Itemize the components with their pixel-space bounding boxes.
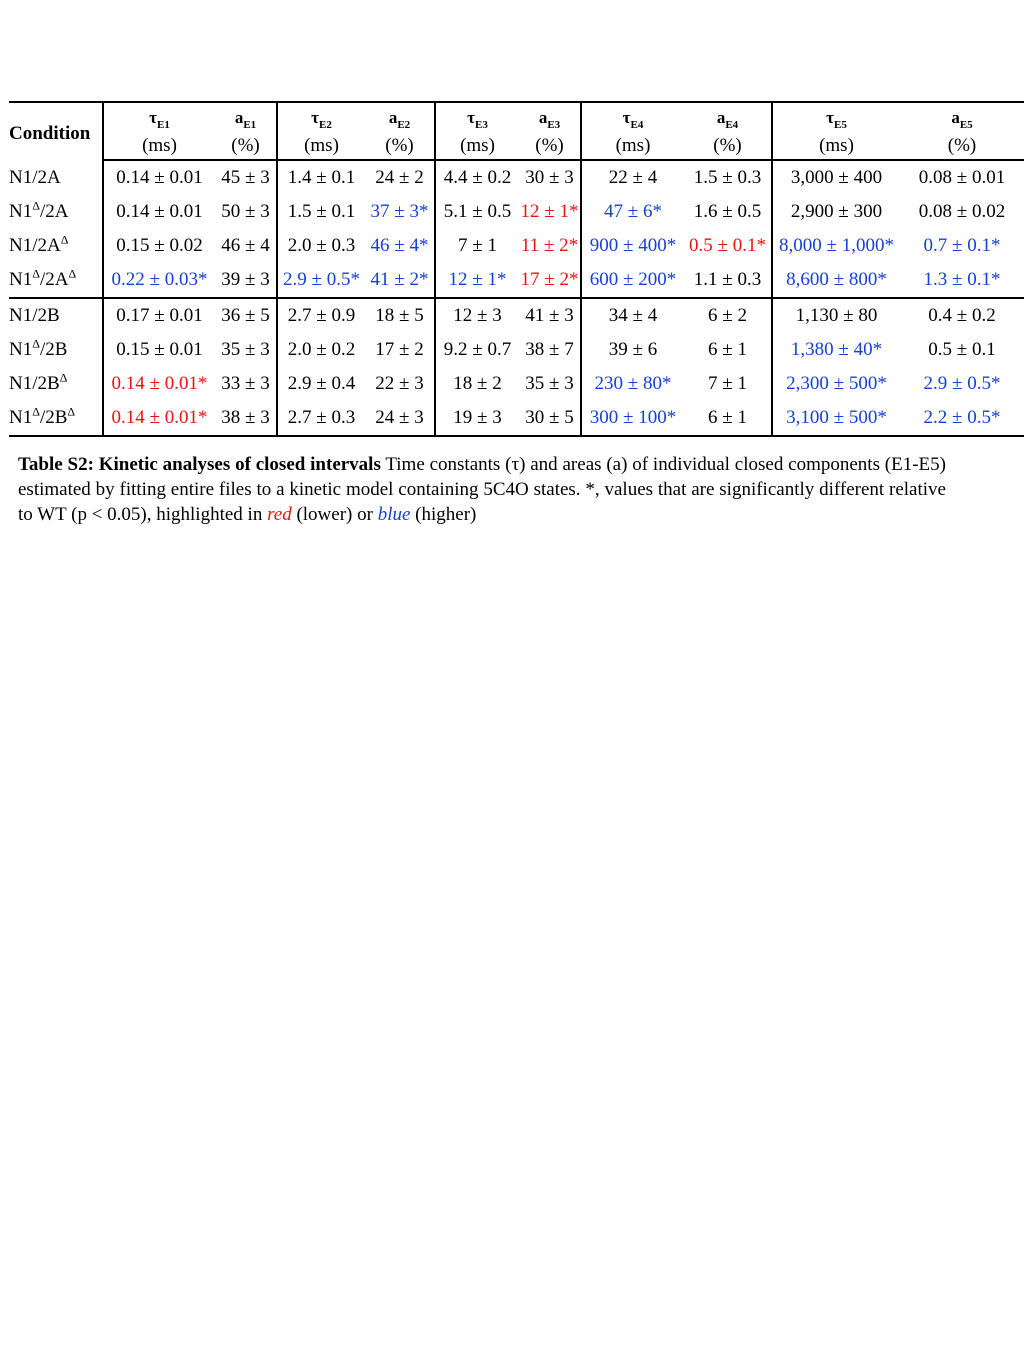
- value-cell: 30 ± 3: [525, 167, 574, 188]
- caption-title: Table S2: Kinetic analyses of closed intervals: [18, 454, 381, 475]
- condition-subunit-1: N1: [9, 339, 33, 360]
- caption-red-word: red: [267, 504, 292, 525]
- value-cell: 41 ± 2*: [365, 263, 435, 298]
- value-cell: 17 ± 2: [375, 339, 424, 360]
- value-cell: 0.17 ± 0.01: [103, 298, 215, 333]
- column-symbol: τ: [467, 107, 475, 127]
- value-cell: 2,300 ± 500*: [772, 367, 900, 401]
- column-symbol: τ: [622, 107, 631, 127]
- value-cell: 2.9 ± 0.5*: [277, 263, 365, 298]
- value-cell: 38 ± 3: [215, 401, 277, 436]
- caption-text-1: Time constants (τ) and areas (a) of individual closed components (E1-E5) estimated by fitting entire files to a kinetic model containing 5C4O states. *, values that are significantly different relative to WT (p < 0.05), highlighted in: [18, 454, 946, 525]
- value-cell: 18 ± 2: [435, 367, 519, 401]
- value-cell: 2,900 ± 300: [772, 195, 900, 229]
- condition-cell: [9, 195, 103, 229]
- value-cell: 34 ± 4: [581, 298, 684, 333]
- value-cell: 2.0 ± 0.3: [277, 229, 365, 263]
- value-cell: 5.1 ± 0.5: [435, 195, 519, 229]
- condition-cell: [9, 160, 103, 195]
- column-symbol: τ: [149, 107, 157, 127]
- value-cell: 2.7 ± 0.3: [277, 401, 365, 436]
- value-cell: 1.6 ± 0.5: [693, 201, 762, 222]
- value-cell: 12 ± 1*: [435, 263, 519, 298]
- table-caption: [18, 452, 946, 527]
- table-row: [9, 298, 1024, 333]
- caption-text-2: (lower) or: [291, 504, 378, 525]
- value-cell: 47 ± 6*: [581, 195, 684, 229]
- value-cell: 45 ± 3: [221, 167, 270, 188]
- value-cell: 7 ± 1: [435, 229, 519, 263]
- condition-cell: [9, 401, 103, 436]
- value-cell: 0.5 ± 0.1: [928, 339, 996, 360]
- condition-cell: [9, 298, 103, 333]
- value-cell: 41 ± 3: [525, 305, 574, 326]
- column-header-unit: (%): [215, 135, 277, 160]
- caption-blue-word: blue: [377, 504, 411, 525]
- value-cell: 300 ± 100*: [581, 401, 684, 436]
- deletion-marker: Δ: [68, 266, 77, 281]
- deletion-marker: Δ: [32, 336, 40, 351]
- value-cell: 600 ± 200*: [581, 263, 684, 298]
- value-cell: 0.4 ± 0.2: [928, 305, 996, 326]
- value-cell: 0.15 ± 0.01: [103, 333, 215, 367]
- value-cell: 11 ± 2*: [520, 235, 579, 256]
- table-row: [9, 195, 1024, 229]
- table-row: [9, 401, 1024, 436]
- deletion-marker: Δ: [32, 266, 40, 281]
- condition-cell: [9, 333, 103, 367]
- condition-subunit-1: N1: [9, 235, 33, 256]
- value-cell: 2.9 ± 0.4: [277, 367, 365, 401]
- value-cell: 18 ± 5: [375, 305, 424, 326]
- condition-subunit-2: /2B: [32, 373, 60, 394]
- value-cell: 230 ± 80*: [581, 367, 684, 401]
- condition-header: Condition: [9, 102, 103, 160]
- value-cell: 0.14 ± 0.01: [103, 195, 215, 229]
- value-cell: 2.0 ± 0.2: [277, 333, 365, 367]
- value-cell: 3,100 ± 500*: [772, 401, 900, 436]
- condition-subunit-2: /2B: [32, 305, 60, 326]
- value-cell: 7 ± 1: [708, 373, 747, 394]
- column-header-symbol: [519, 102, 581, 135]
- value-cell: 30 ± 5: [519, 401, 581, 436]
- value-cell: 1.5 ± 0.3: [693, 167, 762, 188]
- value-cell: 39 ± 6: [581, 333, 684, 367]
- value-cell: 12 ± 3: [435, 298, 519, 333]
- column-header-unit: (ms): [581, 135, 684, 160]
- condition-cell: [9, 229, 103, 263]
- column-subscript: E3: [547, 118, 561, 131]
- value-cell: 35 ± 3: [221, 339, 270, 360]
- value-cell: 0.22 ± 0.03*: [103, 263, 215, 298]
- value-cell: 0.08 ± 0.01: [918, 167, 1006, 188]
- column-subscript: E4: [725, 118, 739, 131]
- column-header-unit: (ms): [103, 135, 215, 160]
- value-cell: 4.4 ± 0.2: [435, 160, 519, 195]
- value-cell: 24 ± 2: [375, 167, 424, 188]
- column-subscript: E2: [319, 118, 332, 131]
- value-cell: 6 ± 2: [708, 305, 747, 326]
- value-cell: 8,600 ± 800*: [772, 263, 900, 298]
- header-row-symbols: [9, 102, 1024, 135]
- condition-subunit-2: /2A: [39, 201, 69, 222]
- column-header-unit: (%): [900, 135, 1024, 160]
- column-subscript: E4: [630, 118, 644, 131]
- value-cell: 0.14 ± 0.01: [103, 160, 215, 195]
- column-symbol: a: [538, 107, 548, 127]
- value-cell: 9.2 ± 0.7: [435, 333, 519, 367]
- value-cell: 0.14 ± 0.01*: [103, 367, 215, 401]
- deletion-marker: Δ: [60, 232, 69, 247]
- column-header-unit: (ms): [277, 135, 365, 160]
- value-cell: 17 ± 2*: [519, 263, 581, 298]
- value-cell: 1.5 ± 0.1: [277, 195, 365, 229]
- value-cell: 22 ± 4: [581, 160, 684, 195]
- value-cell: 0.14 ± 0.01*: [103, 401, 215, 436]
- value-cell: 0.7 ± 0.1*: [923, 235, 1001, 256]
- column-header-symbol: [581, 102, 684, 135]
- value-cell: 46 ± 4*: [370, 235, 429, 256]
- value-cell: 1.1 ± 0.3: [684, 263, 772, 298]
- condition-subunit-2: /2B: [39, 339, 68, 360]
- column-header-symbol: [215, 102, 277, 135]
- value-cell: 6 ± 1: [684, 401, 772, 436]
- value-cell: 1.4 ± 0.1: [277, 160, 365, 195]
- value-cell: 1,130 ± 80: [772, 298, 900, 333]
- column-header-symbol: [772, 102, 900, 135]
- value-cell: 19 ± 3: [435, 401, 519, 436]
- column-symbol: τ: [826, 107, 834, 127]
- value-cell: 12 ± 1*: [520, 201, 579, 222]
- value-cell: 46 ± 4: [221, 235, 270, 256]
- value-cell: 36 ± 5: [221, 305, 270, 326]
- column-symbol: τ: [311, 107, 319, 127]
- condition-subunit-2: /2B: [39, 407, 68, 428]
- condition-cell: [9, 263, 103, 298]
- condition-subunit-1: N1: [9, 269, 33, 290]
- value-cell: 900 ± 400*: [581, 229, 684, 263]
- value-cell: 0.15 ± 0.02: [103, 229, 215, 263]
- column-subscript: E3: [475, 118, 488, 131]
- value-cell: 3,000 ± 400: [772, 160, 900, 195]
- column-subscript: E5: [959, 118, 973, 131]
- column-header-unit: (%): [684, 135, 772, 160]
- condition-subunit-1: N1: [9, 166, 33, 188]
- column-subscript: E1: [243, 118, 257, 131]
- column-subscript: E1: [157, 118, 170, 131]
- value-cell: 2.9 ± 0.5*: [923, 373, 1001, 394]
- column-symbol: a: [951, 107, 960, 127]
- value-cell: 24 ± 3: [365, 401, 435, 436]
- column-header-symbol: [900, 102, 1024, 135]
- column-header-unit: (ms): [435, 135, 519, 160]
- table-row: [9, 263, 1024, 298]
- value-cell: 37 ± 3*: [370, 201, 429, 222]
- deletion-marker: Δ: [32, 198, 40, 213]
- condition-subunit-2: /2A: [39, 269, 69, 290]
- caption-text-3: (higher): [410, 504, 477, 525]
- column-symbol: a: [234, 107, 244, 127]
- value-cell: 2.2 ± 0.5*: [900, 401, 1024, 436]
- table-row: [9, 229, 1024, 263]
- value-cell: 22 ± 3: [375, 373, 424, 394]
- condition-subunit-1: N1: [9, 407, 33, 428]
- column-header-symbol: [277, 102, 365, 135]
- table-body: [9, 160, 1024, 436]
- condition-subunit-2: /2A: [32, 235, 61, 256]
- value-cell: 1.3 ± 0.1*: [900, 263, 1024, 298]
- value-cell: 50 ± 3: [221, 201, 270, 222]
- value-cell: 35 ± 3: [525, 373, 574, 394]
- table-row: [9, 367, 1024, 401]
- column-header-symbol: [684, 102, 772, 135]
- condition-subunit-1: N1: [9, 305, 33, 326]
- value-cell: 2.7 ± 0.9: [277, 298, 365, 333]
- value-cell: 39 ± 3: [215, 263, 277, 298]
- table-row: [9, 333, 1024, 367]
- condition-cell: [9, 367, 103, 401]
- column-header-symbol: [435, 102, 519, 135]
- deletion-marker: Δ: [59, 370, 68, 385]
- column-subscript: E2: [397, 118, 411, 131]
- value-cell: 0.08 ± 0.02: [918, 201, 1006, 222]
- header-row-units: [9, 135, 1024, 160]
- value-cell: 0.5 ± 0.1*: [689, 235, 766, 256]
- column-header-symbol: [103, 102, 215, 135]
- condition-subunit-1: N1: [9, 373, 33, 394]
- value-cell: 33 ± 3: [221, 373, 270, 394]
- condition-subunit-1: N1: [9, 201, 33, 222]
- value-cell: 1,380 ± 40*: [772, 333, 900, 367]
- kinetic-table: [9, 101, 1024, 437]
- column-symbol: a: [716, 107, 726, 127]
- deletion-marker: Δ: [67, 404, 76, 419]
- value-cell: 38 ± 7: [525, 339, 574, 360]
- deletion-marker: Δ: [32, 404, 40, 419]
- condition-subunit-2: /2A: [32, 166, 61, 188]
- column-symbol: a: [388, 107, 398, 127]
- table-row: [9, 160, 1024, 195]
- value-cell: 6 ± 1: [708, 339, 747, 360]
- column-subscript: E5: [834, 118, 847, 131]
- column-header-symbol: [365, 102, 435, 135]
- column-header-unit: (%): [365, 135, 435, 160]
- column-header-unit: (%): [519, 135, 581, 160]
- value-cell: 8,000 ± 1,000*: [772, 229, 900, 263]
- column-header-unit: (ms): [772, 135, 900, 160]
